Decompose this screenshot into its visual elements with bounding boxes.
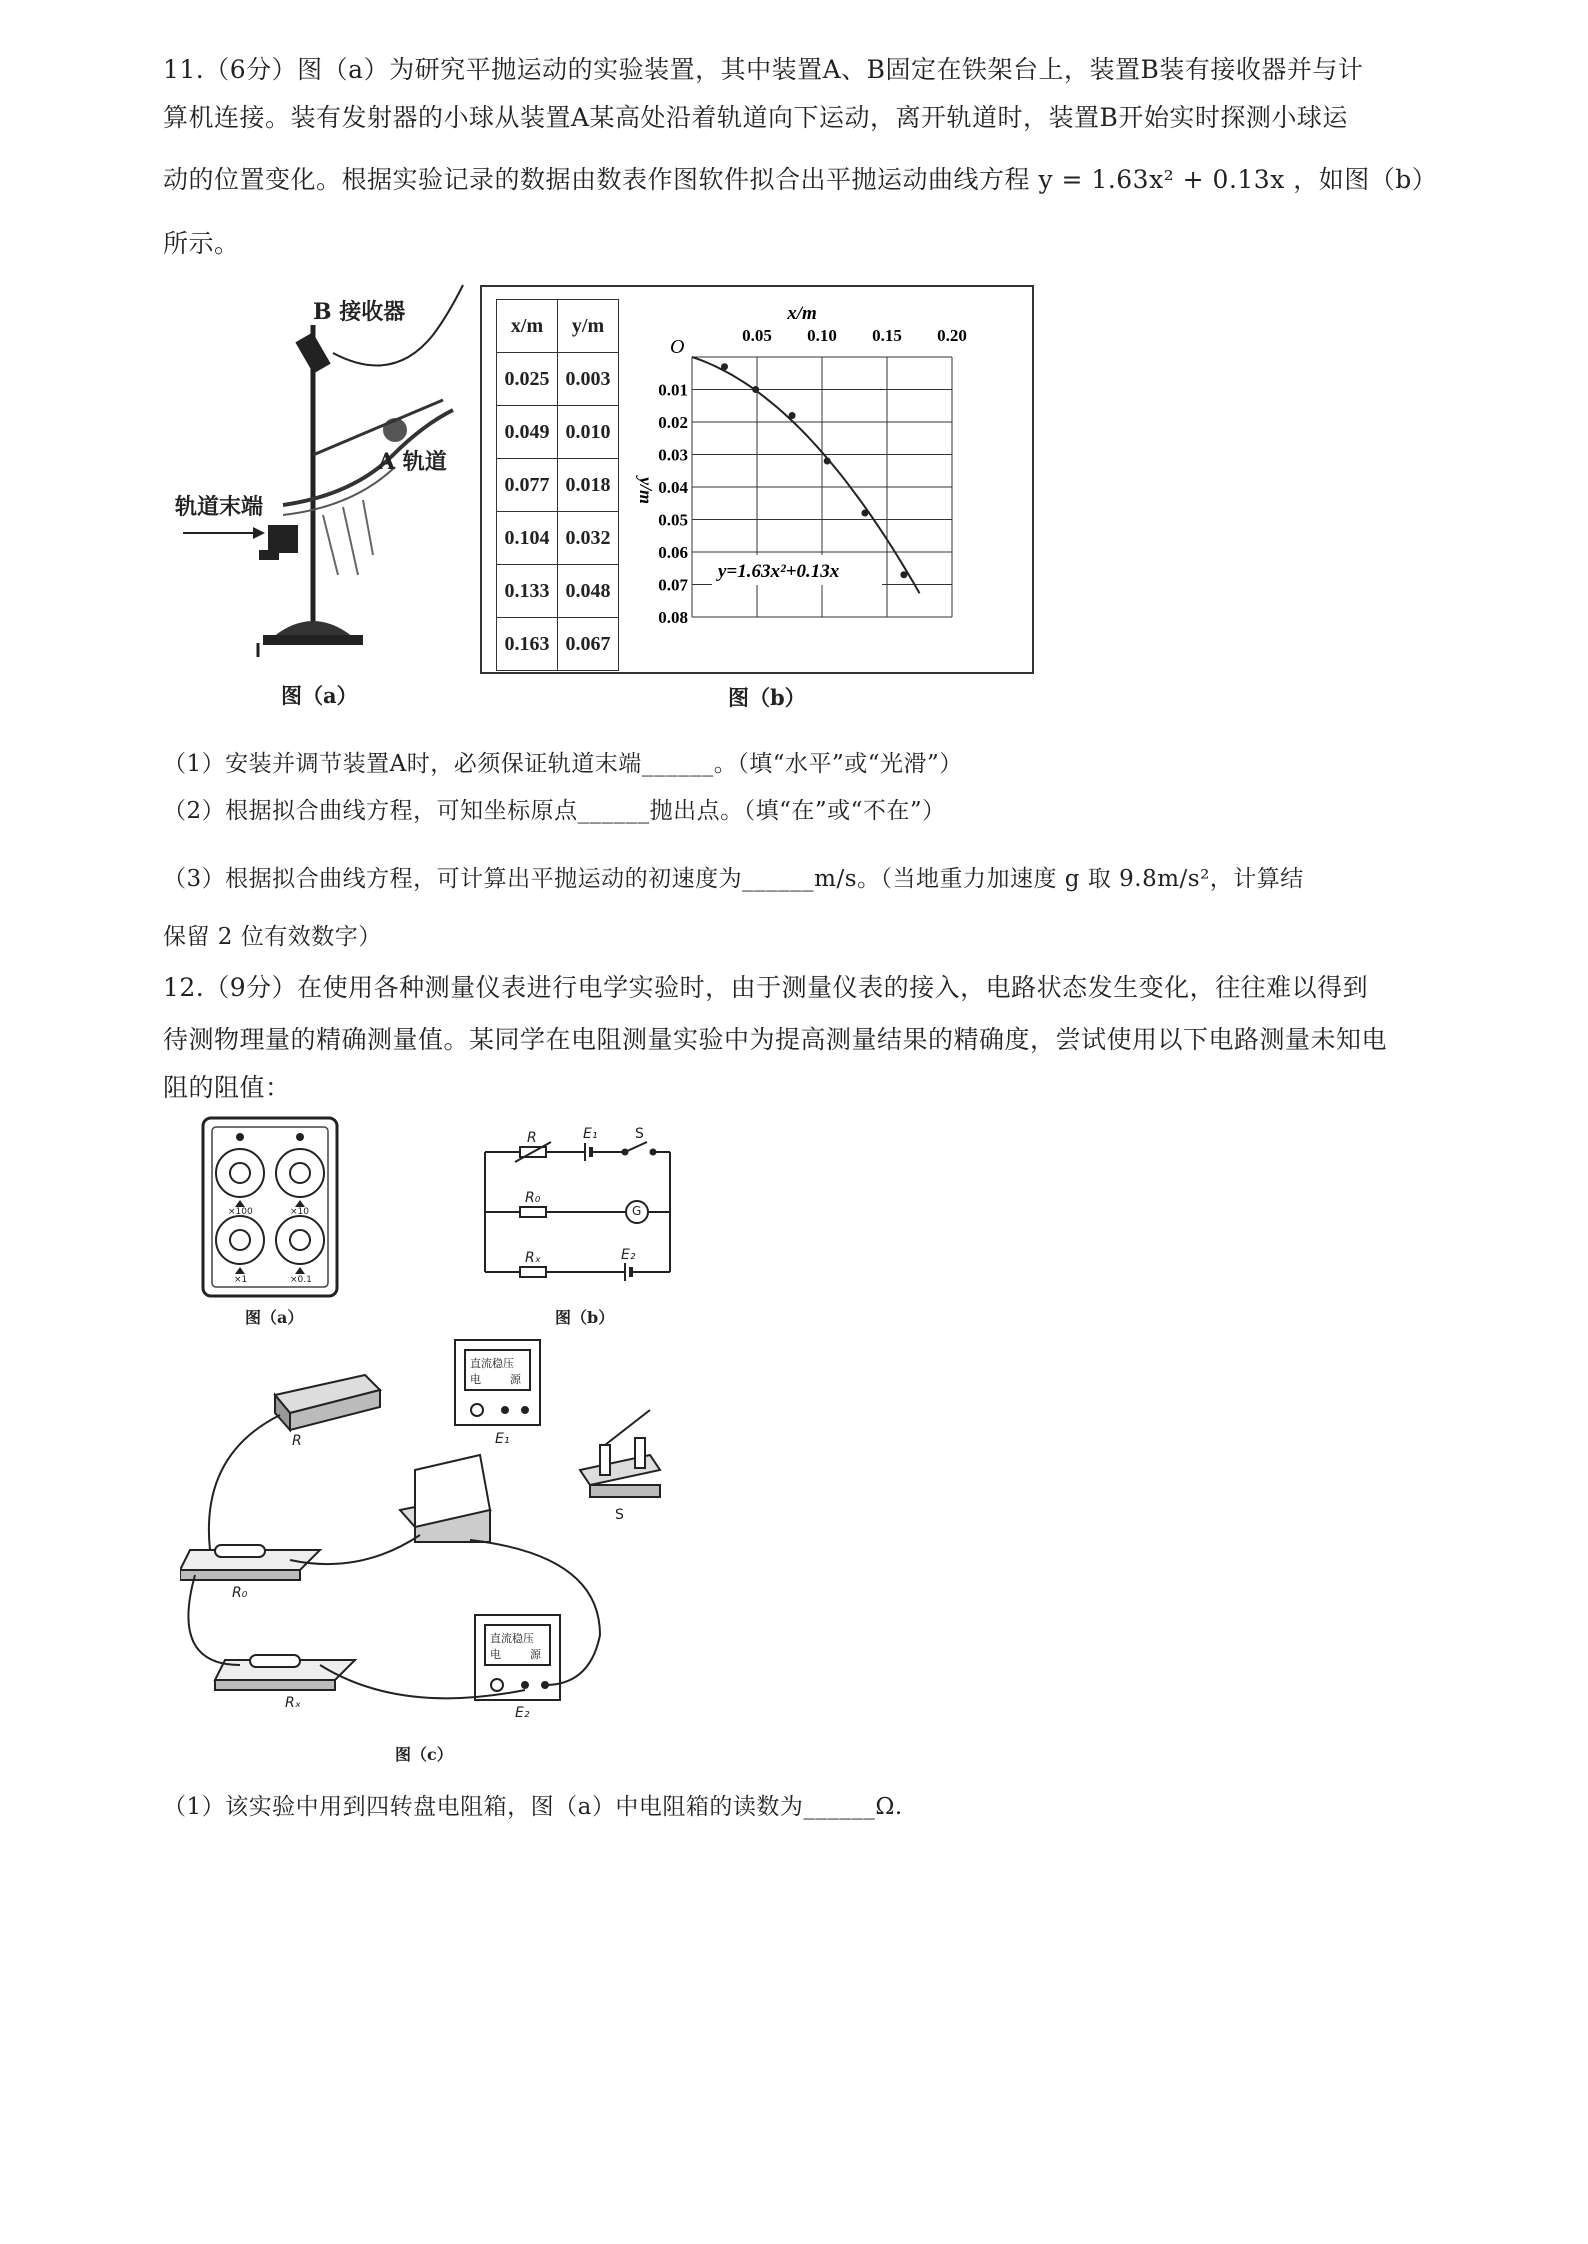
table-cell: 0.003 (558, 353, 619, 406)
table-header-y: y/m (558, 300, 619, 353)
table-cell: 0.032 (558, 512, 619, 565)
q12-line-1: 12.（9分）在使用各种测量仪表进行电学实验时，由于测量仪表的接入，电路状态发生变化，往往难以得到 (163, 973, 1369, 1002)
wiring-label: Rₓ (285, 1695, 301, 1711)
table-cell: 0.104 (497, 512, 558, 565)
supply-text-3: 源 (510, 1373, 521, 1386)
y-tick-label: 0.07 (658, 575, 688, 595)
y-tick-label: 0.03 (658, 445, 688, 465)
supply-text-3: 源 (530, 1648, 541, 1661)
data-point (861, 510, 868, 517)
table-row (497, 565, 619, 618)
wiring-label: E₁ (495, 1431, 510, 1447)
supply-text: 直流稳压 (470, 1357, 514, 1370)
circuit-label: R₀ (525, 1190, 541, 1206)
fit-equation: y=1.63x²+0.13x (718, 561, 840, 582)
table-cell: 0.018 (558, 459, 619, 512)
wiring-drawing (180, 1335, 740, 1755)
q12-part-1: （1）该实验中用到四转盘电阻箱，图（a）中电阻箱的读数为______Ω. (163, 1794, 903, 1820)
wiring-label: R₀ (232, 1585, 248, 1601)
table-cell: 0.048 (558, 565, 619, 618)
y-tick-label: 0.08 (658, 608, 688, 627)
x-tick-label: 0.15 (872, 326, 902, 345)
circuit-label: R (527, 1130, 537, 1146)
table-header-x: x/m (497, 300, 558, 353)
q11-part-2: （2）根据拟合曲线方程，可知坐标原点______抛出点。（填“在”或“不在”） (163, 798, 946, 824)
q11-line-4: 所示。 (163, 229, 240, 258)
table-cell: 0.133 (497, 565, 558, 618)
supply-text: 直流稳压 (490, 1632, 534, 1645)
q11-part-1: （1）安装并调节装置A时，必须保证轨道末端______。（填“水平”或“光滑”） (163, 751, 963, 777)
data-point (721, 363, 728, 370)
data-point (824, 458, 831, 465)
q11-line-1: 11.（6分）图（a）为研究平抛运动的实验装置，其中装置A、B固定在铁架台上，装置B装有接收器并与计 (163, 55, 1364, 84)
track-label: A 轨道 (378, 449, 447, 475)
table-cell: 0.010 (558, 406, 619, 459)
circuit-label: E₂ (621, 1247, 636, 1263)
receiver-label: B 接收器 (313, 299, 406, 325)
q11-line-2: 算机连接。装有发射器的小球从装置A某高处沿着轨道向下运动，离开轨道时，装置B开始实时探测小球运 (163, 103, 1348, 132)
track-end-label: 轨道末端 (175, 494, 264, 520)
circuit-diagram (475, 1130, 685, 1295)
wiring-label: R (292, 1433, 302, 1449)
data-point (789, 412, 796, 419)
circuit-label: Rₓ (525, 1250, 541, 1266)
q12-line-3: 阻的阻值： (163, 1073, 291, 1102)
x-axis-label: x/m (787, 303, 817, 324)
x-tick-label: 0.20 (937, 326, 967, 345)
supply-text-2: 电 (470, 1373, 481, 1386)
table-cell: 0.025 (497, 353, 558, 406)
x-tick-label: 0.10 (807, 326, 837, 345)
table-row (497, 512, 619, 565)
mult-label: ×10 (290, 1207, 309, 1217)
q12-line-2: 待测物理量的精确测量值。某同学在电阻测量实验中为提高测量结果的精确度，尝试使用以下电路测量未知电 (163, 1025, 1388, 1054)
table-row (497, 459, 619, 512)
y-tick-label: 0.01 (658, 380, 688, 400)
circuit-label: G (632, 1204, 642, 1218)
resistance-box-drawing (200, 1115, 340, 1300)
q11-line-3: 动的位置变化。根据实验记录的数据由数表作图软件拟合出平抛运动曲线方程 y = 1.63x² + 0.13x ，如图（b） (163, 165, 1438, 194)
origin-label: O (670, 336, 685, 358)
table-header-row (497, 300, 619, 353)
q12-figure-b (475, 1126, 685, 1295)
y-tick-label: 0.02 (658, 413, 688, 432)
q11-part-3: （3）根据拟合曲线方程，可计算出平抛运动的初速度为______m/s。（当地重力加速度 g 取 9.8m/s²，计算结 (163, 866, 1304, 892)
q12-figure-a (200, 1115, 340, 1300)
circuit-label: S (635, 1126, 644, 1142)
data-point (900, 571, 907, 578)
mult-label: ×1 (234, 1275, 248, 1285)
fig-b-caption: 图（b） (728, 685, 806, 710)
circuit-label: E₁ (583, 1126, 598, 1142)
data-table (496, 299, 619, 671)
supply-text-2: 电 (490, 1648, 501, 1661)
wiring-label: E₂ (515, 1705, 530, 1721)
fig-a-caption: 图（a） (281, 683, 358, 708)
data-point (752, 386, 759, 393)
y-axis-label: y/m (636, 477, 656, 504)
q11-part-3b: 保留 2 位有效数字） (163, 924, 382, 950)
mult-label: ×0.1 (290, 1275, 312, 1285)
table-row (497, 618, 619, 671)
table-row (497, 353, 619, 406)
trajectory-chart (632, 292, 1032, 662)
y-tick-label: 0.05 (658, 510, 688, 530)
table-cell: 0.049 (497, 406, 558, 459)
table-cell: 0.077 (497, 459, 558, 512)
table-cell: 0.163 (497, 618, 558, 671)
y-tick-label: 0.06 (658, 543, 688, 562)
q12-fig-a-caption: 图（a） (245, 1308, 304, 1327)
q11-figure-a (163, 275, 473, 715)
y-tick-label: 0.04 (658, 478, 688, 497)
table-cell: 0.067 (558, 618, 619, 671)
q12-figure-c (180, 1335, 740, 1755)
q12-fig-b-caption: 图（b） (555, 1308, 615, 1327)
mult-label: ×100 (228, 1207, 253, 1217)
wiring-label: S (615, 1507, 624, 1523)
table-row (497, 406, 619, 459)
q12-fig-c-caption: 图（c） (395, 1745, 453, 1764)
q11-figure-b (480, 285, 1034, 674)
x-tick-label: 0.05 (742, 326, 772, 345)
